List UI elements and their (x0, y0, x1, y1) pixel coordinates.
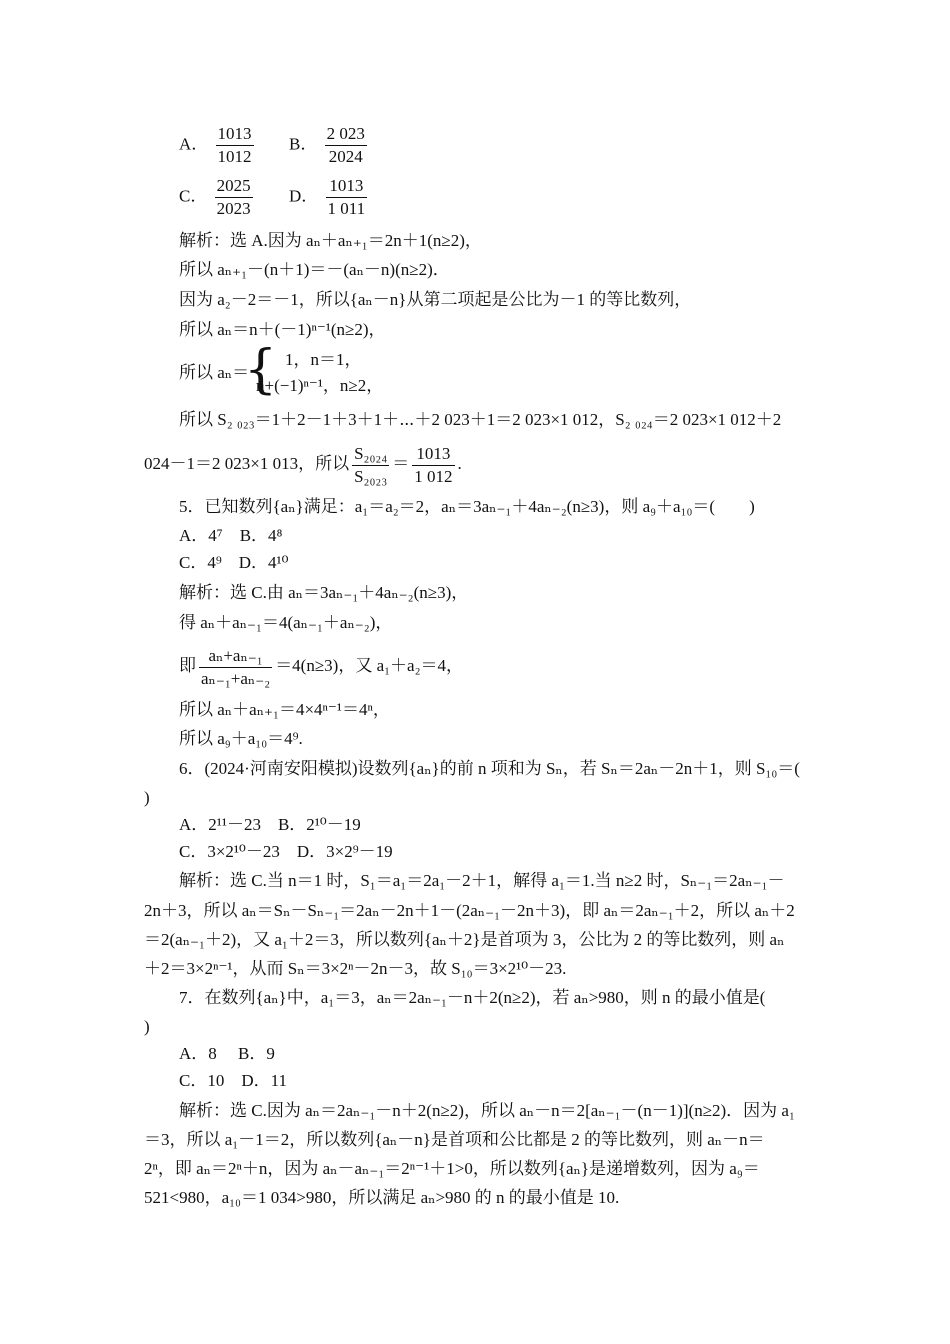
q7-solution-line-4: 521<980，a₁₀＝1 034>980，所以满足 aₙ>980 的 n 的最小值是 10. (144, 1188, 620, 1207)
q6-options-cd: C．3×2¹⁰－23 D．3×2⁹－19 (179, 842, 393, 861)
fraction (412, 444, 454, 487)
q4-solution-line-4: 所以 aₙ＝n＋(－1)ⁿ⁻¹(n≥2)， (179, 320, 386, 339)
left-brace-icon: { (244, 340, 278, 400)
q6-solution-line-4: ＋2＝3×2ⁿ⁻¹，从而 Sₙ＝3×2ⁿ－2n－3，故 S₁₀＝3×2¹⁰－23. (144, 959, 567, 978)
numerator: 1013 (326, 176, 368, 198)
fraction (216, 124, 254, 167)
fraction (326, 176, 368, 219)
q7-options-ab: A．8 B．9 (179, 1044, 275, 1063)
q4-piecewise-prefix: 所以 aₙ＝ (179, 363, 250, 382)
q6-solution-line-3: ＝2(aₙ₋₁＋2)，又 a₁＋2＝3，所以数列{aₙ＋2}是首项为 3，公比为 2 的等比数列，则 aₙ (144, 930, 785, 949)
q4-solution-line-6: 所以 S₂ ₀₂₃＝1＋2－1＋3＋1＋⋯＋2 023＋1＝2 023×1 012，S₂ ₀₂₄＝2 023×1 012＋2 (179, 410, 782, 429)
q5-stem: 5．已知数列{aₙ}满足：a₁＝a₂＝2，aₙ＝3aₙ₋₁＋4aₙ₋₂(n≥3)，则 a₉＋a₁₀＝( ) (179, 497, 755, 516)
q4-piecewise-case-1: 1，n＝1， (285, 350, 362, 369)
q6-options-ab: A．2¹¹－23 B．2¹⁰－19 (179, 815, 361, 834)
q6-solution-line-2: 2n＋3，所以 aₙ＝Sₙ－Sₙ₋₁＝2aₙ－2n＋1－(2aₙ₋₁－2n＋3)，即 aₙ＝2aₙ₋₁＋2，所以 aₙ＋2 (144, 901, 795, 920)
option-label: C． (179, 186, 208, 206)
option-label: D． (289, 186, 319, 206)
denominator: 2023 (216, 199, 251, 218)
q4-piecewise-case-2: n+(−1)ⁿ⁻¹，n≥2， (256, 376, 384, 395)
q4-solution-line-1: 解析：选 A.因为 aₙ＋aₙ₊₁＝2n＋1(n≥2)， (179, 231, 482, 250)
denominator: aₙ₋₁+aₙ₋₂ (201, 668, 271, 688)
numerator: S₂₀₂₄ (352, 444, 389, 466)
q4-option-a (179, 124, 257, 167)
numerator: 2 023 (325, 124, 367, 146)
q4-solution-line-3: 因为 a₂－2＝－1，所以{aₙ－n}从第二项起是公比为－1 的等比数列， (179, 290, 692, 309)
numerator: 1013 (412, 444, 454, 466)
denominator: S₂₀₂₃ (354, 466, 388, 486)
fraction (325, 124, 367, 167)
text: ＝ (392, 454, 410, 473)
q7-stem-line-2: ) (144, 1017, 150, 1036)
numerator: 2025 (215, 176, 253, 198)
q5-solution-line-2: 得 aₙ＋aₙ₋₁＝4(aₙ₋₁＋aₙ₋₂)， (179, 613, 393, 632)
q5-options-ab: A．4⁷ B．4⁸ (179, 526, 283, 545)
numerator: 1013 (216, 124, 254, 146)
denominator: 1012 (217, 147, 252, 166)
denominator: 2024 (328, 147, 363, 166)
q5-solution-line-5: 所以 a₉＋a₁₀＝4⁹. (179, 729, 303, 748)
fraction (352, 444, 389, 487)
q4-solution-line-2: 所以 aₙ₊₁－(n＋1)＝－(aₙ－n)(n≥2)． (179, 260, 450, 279)
text: ＝4(n≥3)，又 a₁＋a₂＝4， (275, 656, 464, 675)
option-label: A． (179, 134, 209, 154)
q7-solution-line-3: 2ⁿ，即 aₙ＝2ⁿ＋n，因为 aₙ－aₙ₋₁＝2ⁿ⁻¹＋1>0，所以数列{aₙ}是递增数列，因为 a₉＝ (144, 1159, 760, 1178)
q5-solution-line-1: 解析：选 C.由 aₙ＝3aₙ₋₁＋4aₙ₋₂(n≥3)， (179, 583, 469, 602)
q6-stem-line-1: 6．(2024·河南安阳模拟)设数列{aₙ}的前 n 项和为 Sₙ，若 Sₙ＝2aₙ－2n＋1，则 S₁₀＝( (179, 759, 800, 778)
q6-stem-line-2: ) (144, 788, 150, 807)
q7-solution-line-2: ＝3，所以 a₁－1＝2，所以数列{aₙ－n}是首项和公比都是 2 的等比数列，则 aₙ－n＝ (144, 1130, 765, 1149)
q6-solution-line-1: 解析：选 C.当 n＝1 时，S₁＝a₁＝2a₁－2＋1，解得 a₁＝1.当 n≥2 时，Sₙ₋₁＝2aₙ₋₁－ (179, 871, 785, 890)
q5-solution-line-3 (179, 644, 463, 689)
q5-options-cd: C．4⁹ D．4¹⁰ (179, 553, 289, 572)
q4-solution-line-7 (144, 442, 462, 487)
q5-solution-line-4: 所以 aₙ＋aₙ₊₁＝4×4ⁿ⁻¹＝4ⁿ， (179, 700, 390, 719)
q4-option-b (289, 124, 370, 167)
text: 024－1＝2 023×1 013，所以 (144, 454, 350, 473)
fraction (215, 176, 253, 219)
q7-options-cd: C．10 D．11 (179, 1071, 287, 1090)
text: 即 (179, 656, 196, 675)
numerator: aₙ+aₙ₋₁ (199, 646, 272, 668)
q7-solution-line-1: 解析：选 C.因为 aₙ＝2aₙ₋₁－n＋2(n≥2)，所以 aₙ－n＝2[aₙ₋₁－(n－1)](n≥2)．因为 a₁ (179, 1101, 795, 1120)
q4-option-c (179, 176, 256, 219)
q7-stem-line-1: 7．在数列{aₙ}中，a₁＝3，aₙ＝2aₙ₋₁－n＋2(n≥2)，若 aₙ>980，则 n 的最小值是( (179, 988, 766, 1007)
fraction (199, 646, 272, 689)
denominator: 1 011 (327, 199, 366, 218)
option-label: B． (289, 134, 318, 154)
denominator: 1 012 (414, 466, 453, 486)
q4-option-d (289, 176, 370, 219)
text: . (457, 454, 462, 473)
